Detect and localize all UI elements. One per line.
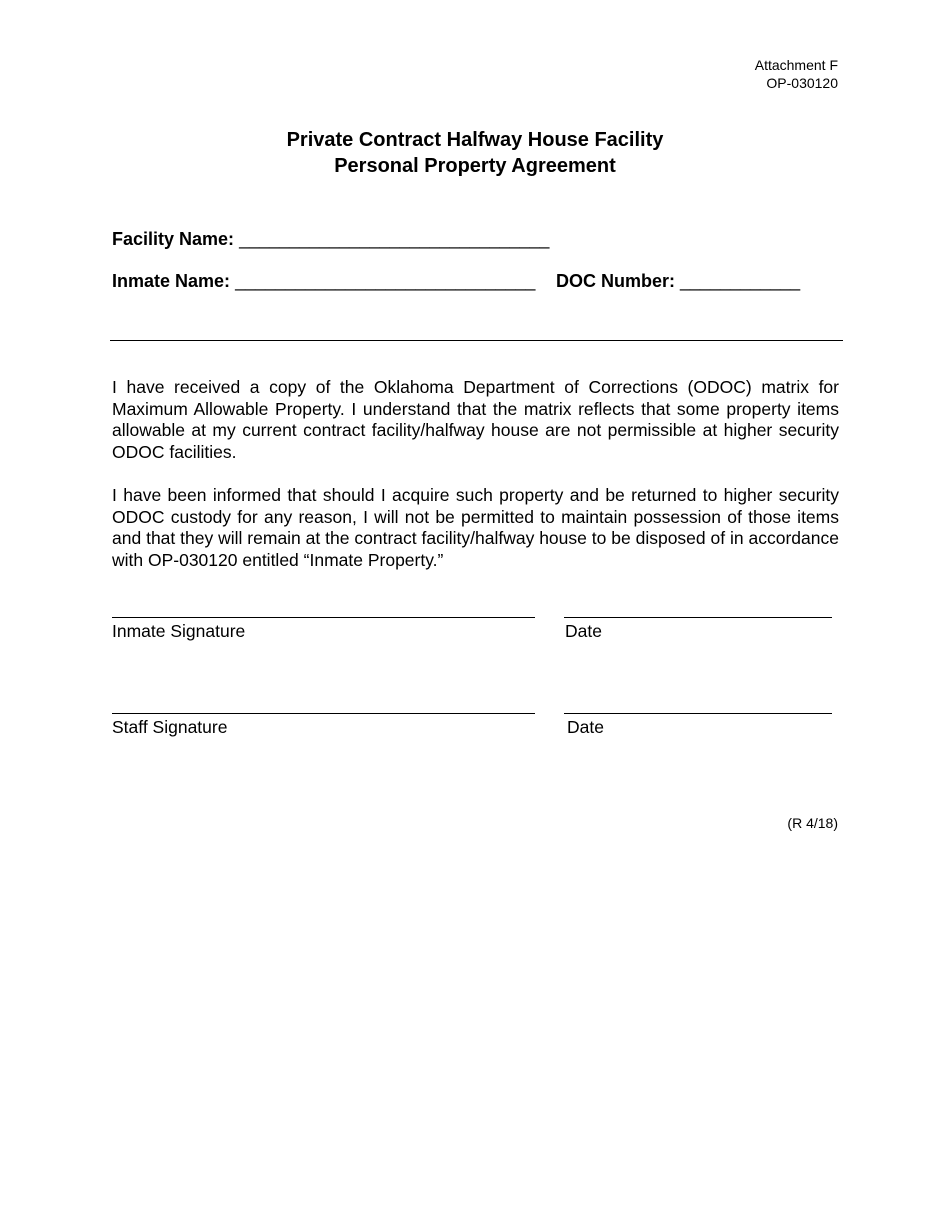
inmate-name-blank[interactable]: ______________________________ xyxy=(235,271,536,291)
revision-code: (R 4/18) xyxy=(787,815,838,831)
title-line-2: Personal Property Agreement xyxy=(334,155,616,177)
inmate-signature-line[interactable] xyxy=(112,617,535,618)
staff-date-line[interactable] xyxy=(564,713,832,714)
inmate-signature-label: Inmate Signature xyxy=(112,621,246,641)
facility-name-blank[interactable]: _______________________________ xyxy=(239,229,550,249)
policy-number: OP-030120 xyxy=(766,75,838,91)
attachment-header xyxy=(755,56,838,92)
acknowledgement-paragraph-2: I have been informed that should I acquire such property and be returned to higher security ODOC custody for any reason, I will not be permitted to maintain possession of those items and that they will remain at the contract facility/halfway house to be disposed of in accordance with OP-030120 entitled “Inmate Property.” xyxy=(112,485,839,570)
acknowledgement-paragraph-1: I have received a copy of the Oklahoma Department of Corrections (ODOC) matrix for Maximum Allowable Property. I understand that the matrix reflects that some property items allowable at my current contract facility/halfway house are not permissible at higher security ODOC facilities. xyxy=(112,377,839,462)
doc-number-field[interactable] xyxy=(556,270,800,292)
facility-name-label: Facility Name: xyxy=(112,229,235,249)
staff-signature-label: Staff Signature xyxy=(112,717,228,737)
staff-signature-line[interactable] xyxy=(112,713,535,714)
inmate-name-label: Inmate Name: xyxy=(112,271,231,291)
inmate-name-field[interactable] xyxy=(112,270,535,292)
doc-number-blank[interactable]: ____________ xyxy=(680,271,801,291)
staff-date-label: Date xyxy=(567,717,604,737)
inmate-date-line[interactable] xyxy=(564,617,832,618)
attachment-label: Attachment F xyxy=(754,57,838,73)
title-line-1: Private Contract Halfway House Facility xyxy=(286,129,664,151)
facility-name-field[interactable] xyxy=(112,228,549,250)
section-divider xyxy=(110,340,843,341)
doc-number-label: DOC Number: xyxy=(556,271,676,291)
inmate-date-label: Date xyxy=(565,621,602,641)
document-title xyxy=(0,127,950,179)
